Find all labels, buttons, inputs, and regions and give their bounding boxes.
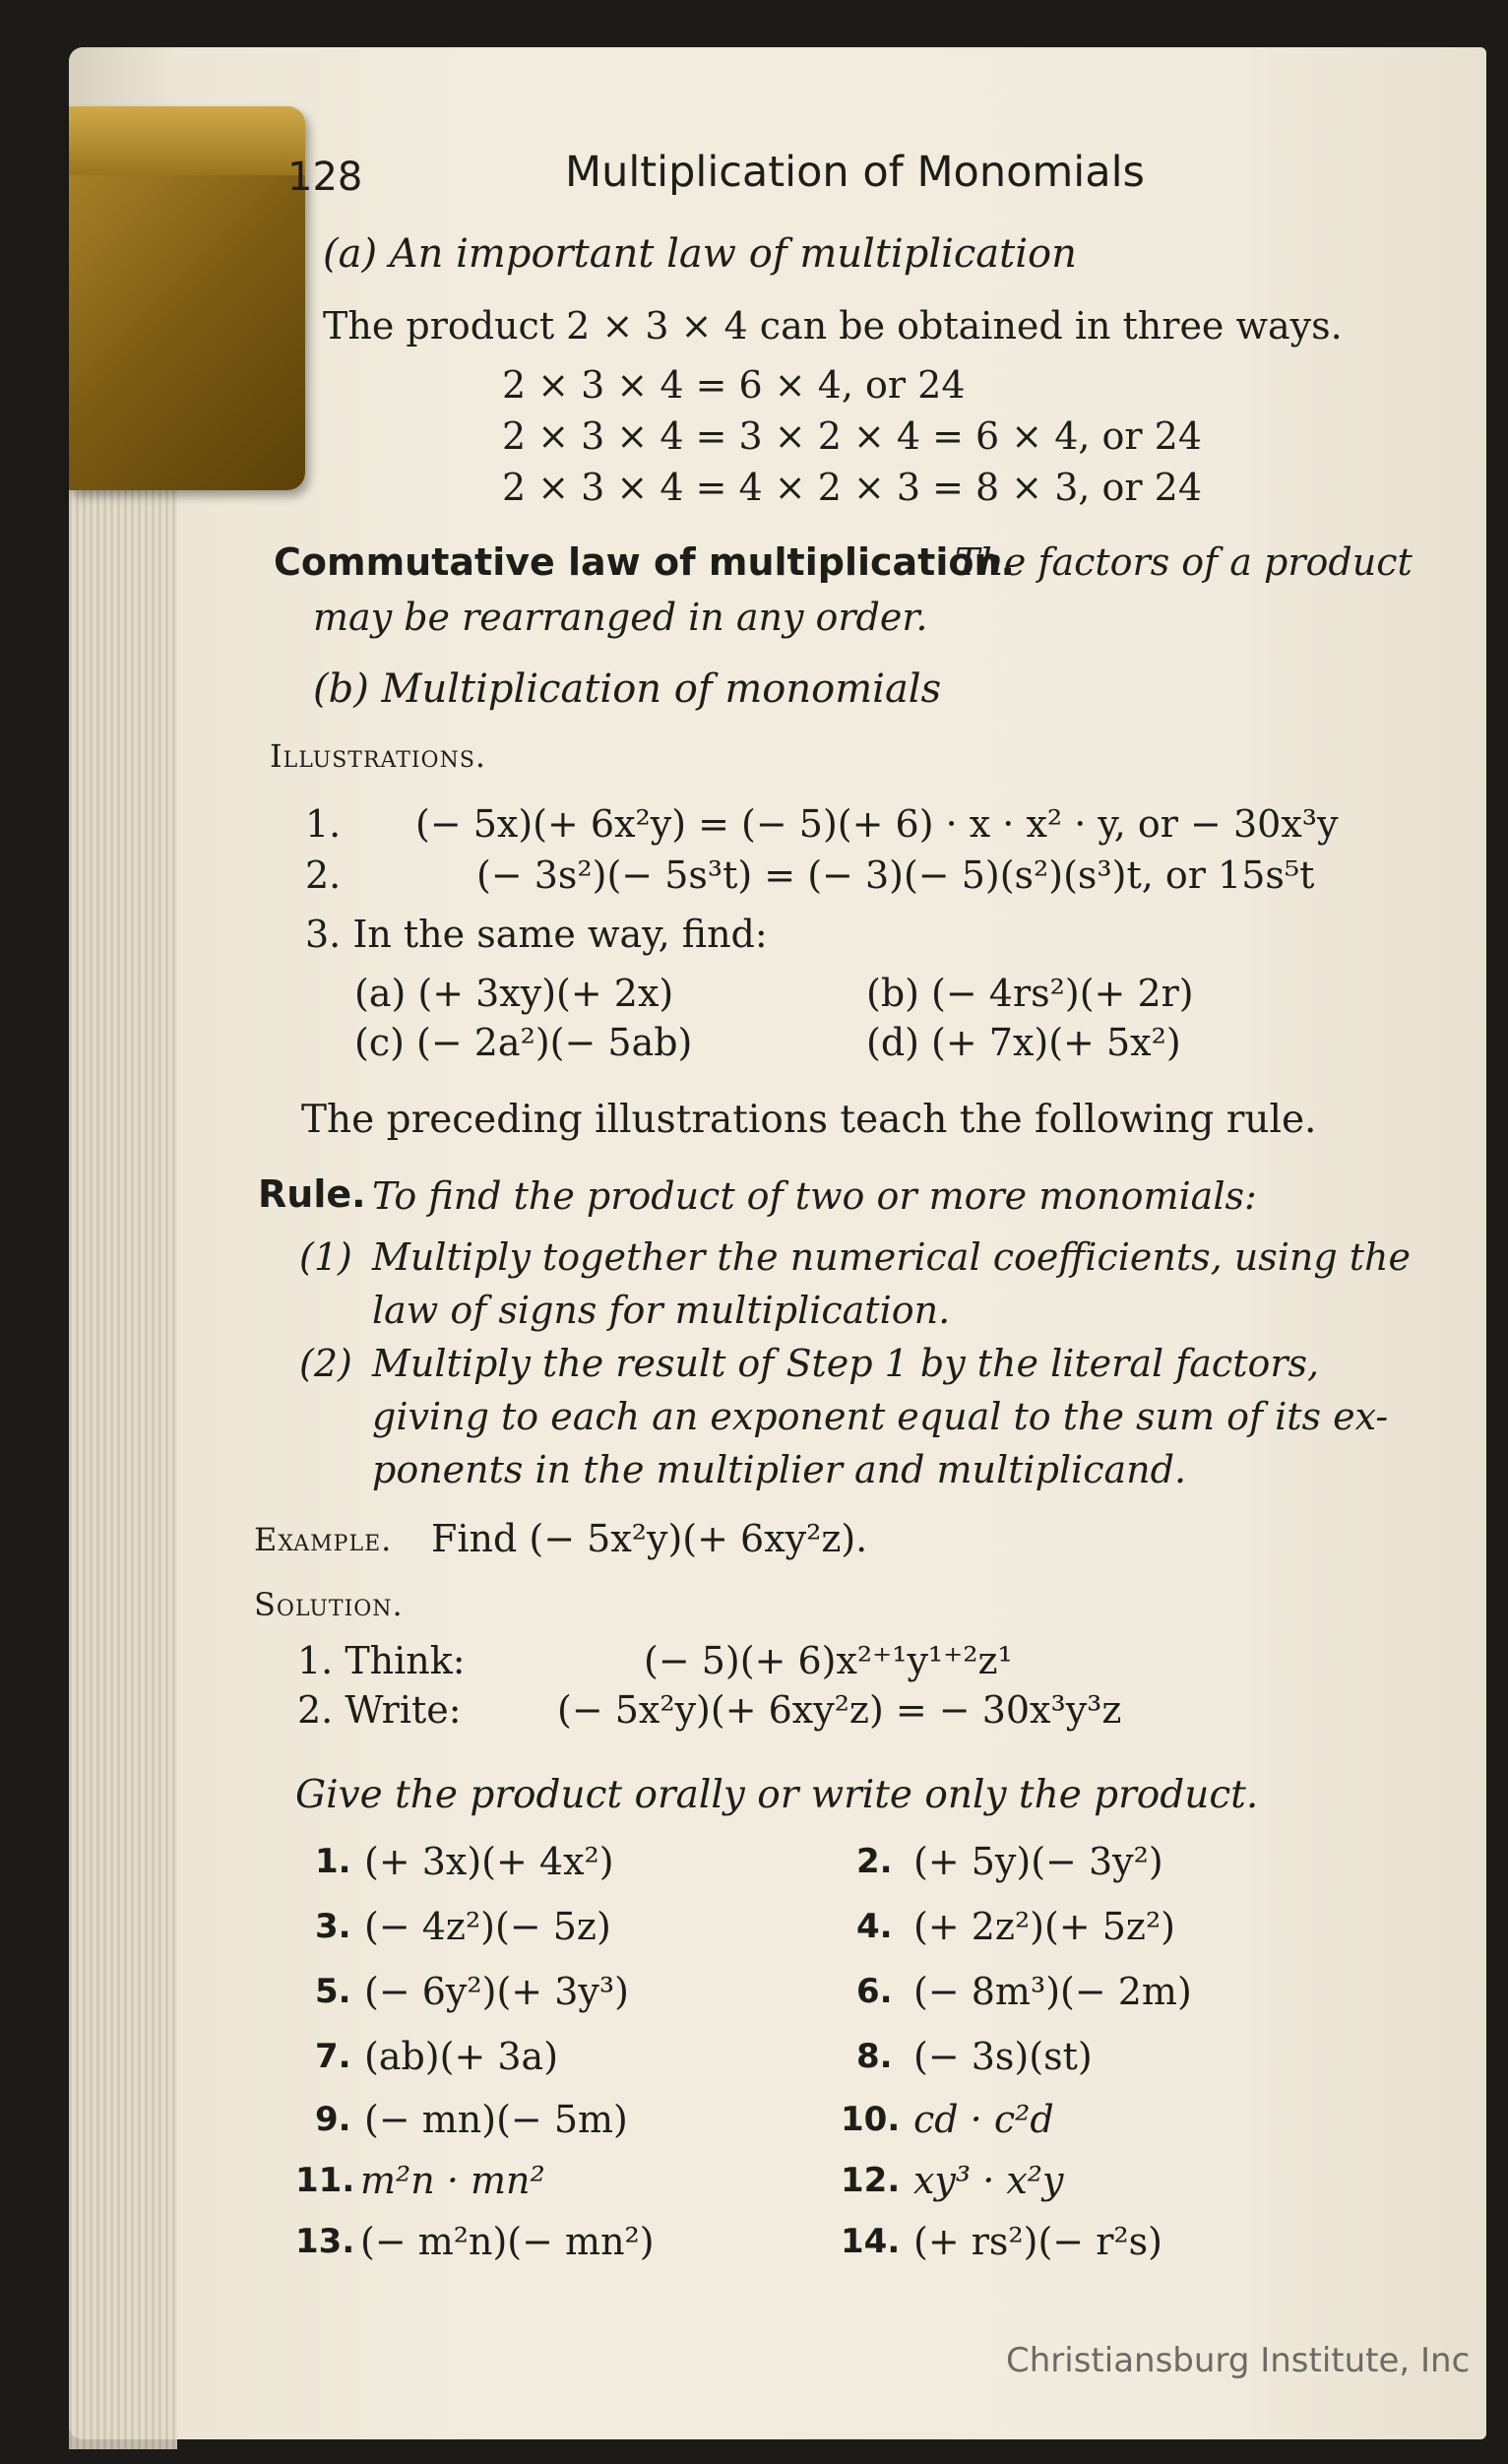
- exercise-14: (+ rs²)(− r²s): [913, 2220, 1162, 2263]
- exercise-5: (− 6y²)(+ 3y³): [364, 1970, 629, 2013]
- commutative-law-text-1: The factors of a product: [955, 540, 1413, 584]
- illustration-num-1: 1.: [305, 802, 342, 846]
- exercise-num-12: 12.: [841, 2161, 901, 2200]
- solution-step-2-label: 2. Write:: [297, 1688, 462, 1732]
- rule-step-1-line-1: Multiply together the numerical coefficients, using the: [372, 1235, 1411, 1279]
- exercise-1: (+ 3x)(+ 4x²): [364, 1840, 614, 1883]
- exercise-13: (− m²n)(− mn²): [360, 2220, 655, 2263]
- section-a-heading: (a) An important law of multiplication: [323, 231, 1077, 277]
- commutative-law-text-2: may be rearranged in any order.: [313, 596, 928, 639]
- rule-label: Rule.: [258, 1172, 366, 1216]
- rule-step-1-num: (1): [299, 1235, 352, 1279]
- page-title: Multiplication of Monomials: [565, 148, 1145, 197]
- exercise-12: xy³ · x²y: [913, 2159, 1064, 2202]
- find-item-c: (c) (− 2a²)(− 5ab): [354, 1021, 693, 1064]
- exercise-4: (+ 2z²)(+ 5z²): [913, 1905, 1175, 1948]
- exercise-num-14: 14.: [841, 2222, 901, 2261]
- rule-step-2-line-3: ponents in the multiplier and multiplicand.: [372, 1448, 1187, 1491]
- find-item-a: (a) (+ 3xy)(+ 2x): [354, 972, 674, 1015]
- exercise-num-1: 1.: [315, 1842, 351, 1881]
- rule-step-1-line-2: law of signs for multiplication.: [372, 1289, 951, 1332]
- preceding-sentence: The preceding illustrations teach the following rule.: [301, 1098, 1317, 1142]
- exercise-instruction: Give the product orally or write only the product.: [295, 1773, 1259, 1817]
- exercise-2: (+ 5y)(− 3y²): [913, 1840, 1163, 1883]
- exercise-num-8: 8.: [856, 2037, 893, 2076]
- exercise-num-9: 9.: [315, 2100, 351, 2139]
- exercise-num-7: 7.: [315, 2037, 351, 2076]
- exercise-10: cd · c²d: [913, 2098, 1054, 2141]
- exercise-num-5: 5.: [315, 1972, 351, 2011]
- exercise-num-10: 10.: [841, 2100, 901, 2139]
- exercise-3: (− 4z²)(− 5z): [364, 1905, 611, 1948]
- rule-intro: To find the product of two or more monomials:: [372, 1174, 1257, 1218]
- equation-line-2: 2 × 3 × 4 = 3 × 2 × 4 = 6 × 4, or 24: [502, 414, 1203, 458]
- illustration-1: (− 5x)(+ 6x²y) = (− 5)(+ 6) · x · x² · y, or − 30x³y: [415, 802, 1339, 846]
- solution-step-1-label: 1. Think:: [297, 1639, 466, 1682]
- equation-line-3: 2 × 3 × 4 = 4 × 2 × 3 = 8 × 3, or 24: [502, 466, 1203, 509]
- equation-line-1: 2 × 3 × 4 = 6 × 4, or 24: [502, 363, 966, 407]
- example-label: Example.: [254, 1521, 393, 1558]
- rule-step-2-num: (2): [299, 1342, 352, 1385]
- watermark: Christiansburg Institute, Inc: [1006, 2341, 1471, 2380]
- section-a-intro: The product 2 × 3 × 4 can be obtained in three ways.: [323, 304, 1343, 347]
- example-text: Find (− 5x²y)(+ 6xy²z).: [431, 1517, 868, 1560]
- illustrations-label: Illustrations.: [270, 737, 487, 775]
- find-item-d: (d) (+ 7x)(+ 5x²): [866, 1021, 1181, 1064]
- solution-step-2-text: (− 5x²y)(+ 6xy²z) = − 30x³y³z: [557, 1688, 1122, 1732]
- exercise-6: (− 8m³)(− 2m): [913, 1970, 1192, 2013]
- solution-label: Solution.: [254, 1586, 404, 1623]
- exercise-11: m²n · mn²: [360, 2159, 545, 2202]
- find-item-b: (b) (− 4rs²)(+ 2r): [866, 972, 1194, 1015]
- section-b-heading: (b) Multiplication of monomials: [313, 666, 942, 712]
- find-intro: 3. In the same way, find:: [305, 913, 768, 956]
- illustration-num-2: 2.: [305, 853, 342, 897]
- exercise-num-2: 2.: [856, 1842, 893, 1881]
- exercise-num-11: 11.: [295, 2161, 355, 2200]
- exercise-7: (ab)(+ 3a): [364, 2035, 559, 2078]
- exercise-num-6: 6.: [856, 1972, 893, 2011]
- exercise-9: (− mn)(− 5m): [364, 2098, 628, 2141]
- rule-step-2-line-1: Multiply the result of Step 1 by the literal factors,: [372, 1342, 1320, 1385]
- exercise-8: (− 3s)(st): [913, 2035, 1093, 2078]
- exercise-num-13: 13.: [295, 2222, 355, 2261]
- page-number: 128: [287, 155, 363, 200]
- rule-step-2-line-2: giving to each an exponent equal to the sum of its ex-: [372, 1395, 1389, 1438]
- illustration-2: (− 3s²)(− 5s³t) = (− 3)(− 5)(s²)(s³)t, or 15s⁵t: [476, 853, 1315, 897]
- gold-page-tab: [69, 106, 305, 490]
- exercise-num-4: 4.: [856, 1907, 893, 1946]
- exercise-num-3: 3.: [315, 1907, 351, 1946]
- solution-step-1-text: (− 5)(+ 6)x²⁺¹y¹⁺²z¹: [644, 1639, 1013, 1682]
- commutative-law-label: Commutative law of multiplication.: [274, 540, 1015, 584]
